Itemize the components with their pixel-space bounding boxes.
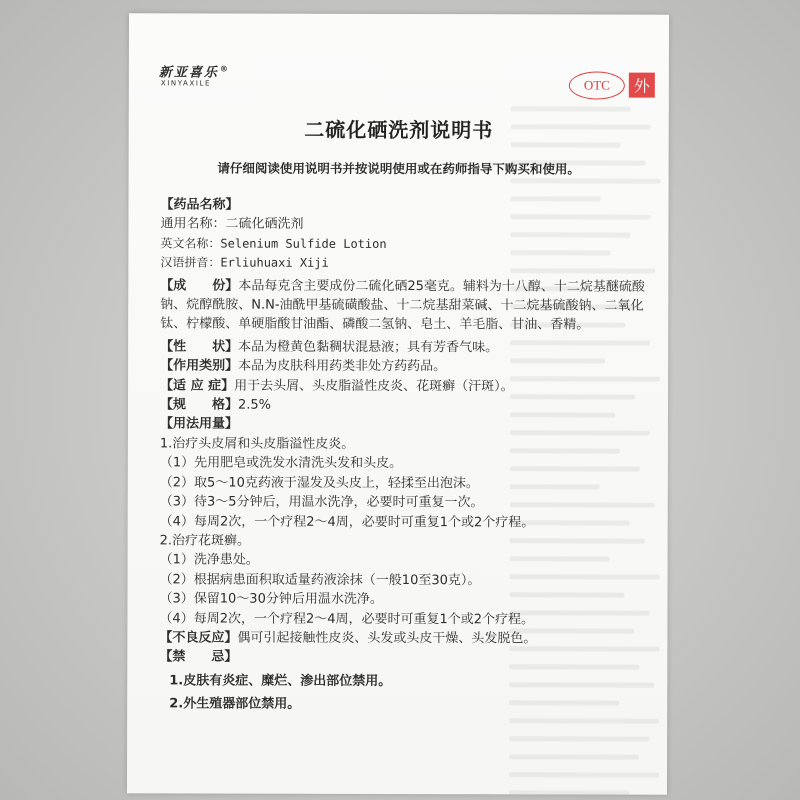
document-title: 二硫化硒洗剂说明书 [304, 117, 494, 143]
drug-name-header: 【药品名称】 [160, 197, 239, 213]
properties-text: 本品为橙黄色黏稠状混悬液；具有芳香气味。 [238, 339, 499, 356]
brand-script-name: 新亚喜乐 [158, 65, 219, 81]
brand-latin-name: XINYAXILE [160, 79, 212, 88]
leaflet-body [159, 195, 645, 715]
specification-label: 【规 格】 [159, 397, 239, 413]
english-name: 英文名称：Selenium Sulfide Lotion [160, 236, 387, 251]
composition-text: 本品每克含主要成份二硫化硒25毫克。辅料为十八醇、十二烷基醚硫酸钠、烷醇酰胺、N.N-油酰甲基硫磺酸盐、十二烷基甜菜碱、十二烷基硫酸钠、二氧化钛、柠檬酸、单硬脂酸甘油酯、磷酸二氢钠、皂土、羊毛脂、甘油、香精。 [160, 278, 645, 333]
usage-step: （2）取5～10克药液于湿发及头皮上，轻揉至出泡沫。 [159, 475, 479, 491]
specification-text: 2.5% [237, 397, 272, 413]
pinyin-name: 汉语拼音：Erliuhuaxi Xiji [160, 255, 329, 271]
otc-badge: OTC [569, 71, 625, 99]
registered-mark: ® [219, 63, 230, 74]
composition-section [160, 276, 645, 335]
indications-label: 【适 应 症】 [160, 378, 235, 394]
adverse-label: 【不良反应】 [159, 630, 238, 646]
adverse-text: 偶可引起接触性皮炎、头发或头皮干燥、头发脱色。 [237, 630, 537, 647]
generic-name: 通用名称：二硫化硒洗剂 [160, 216, 304, 233]
contraindication-item: 1.皮肤有炎症、糜烂、渗出部位禁用。 [169, 673, 392, 689]
external-use-badge: 外 [629, 73, 655, 98]
document-subtitle: 请仔细阅读使用说明书并按说明使用或在药师指导下购买和使用。 [217, 160, 580, 177]
category-label: 【作用类别】 [160, 358, 239, 374]
brand-logo [159, 61, 230, 87]
usage-step: （4）每周2次，一个疗程2～4周，必要时可重复1个或2个疗程。 [159, 610, 535, 627]
usage-step: （2）根据病患面积取适量药液涂抹（一般10至30克）。 [159, 572, 481, 588]
instruction-leaflet [127, 13, 669, 794]
specification-section [160, 395, 645, 416]
usage-group1-title: 1.治疗头皮屑和头皮脂溢性皮炎。 [159, 436, 355, 452]
usage-step: （3）待3～5分钟后，用温水洗净，必要时可重复一次。 [159, 494, 484, 511]
category-section [160, 357, 645, 378]
usage-step: （4）每周2次，一个疗程2～4周，必要时可重复1个或2个疗程。 [159, 513, 535, 530]
contraindications-header: 【禁 忌】 [159, 649, 238, 665]
usage-step: （3）保留10～30分钟后用温水洗净。 [159, 591, 383, 608]
indications-section [160, 376, 645, 397]
usage-step: （1）先用肥皂或洗发水清洗头发和头皮。 [159, 455, 403, 472]
composition-label: 【成 份】 [160, 278, 239, 294]
indications-text: 用于去头屑、头皮脂溢性皮炎、花斑癣（汗斑）。 [234, 378, 514, 394]
category-text: 本品为皮肤科用药类非处方药药品。 [238, 358, 447, 375]
properties-label: 【性 状】 [160, 339, 239, 355]
properties-section [160, 337, 645, 358]
usage-header: 【用法用量】 [159, 416, 238, 433]
usage-step: （1）洗净患处。 [159, 552, 259, 568]
contraindication-item: 2.外生殖器部位禁用。 [169, 696, 301, 712]
usage-group2-title: 2.治疗花斑癣。 [159, 533, 251, 549]
adverse-section [159, 628, 644, 649]
